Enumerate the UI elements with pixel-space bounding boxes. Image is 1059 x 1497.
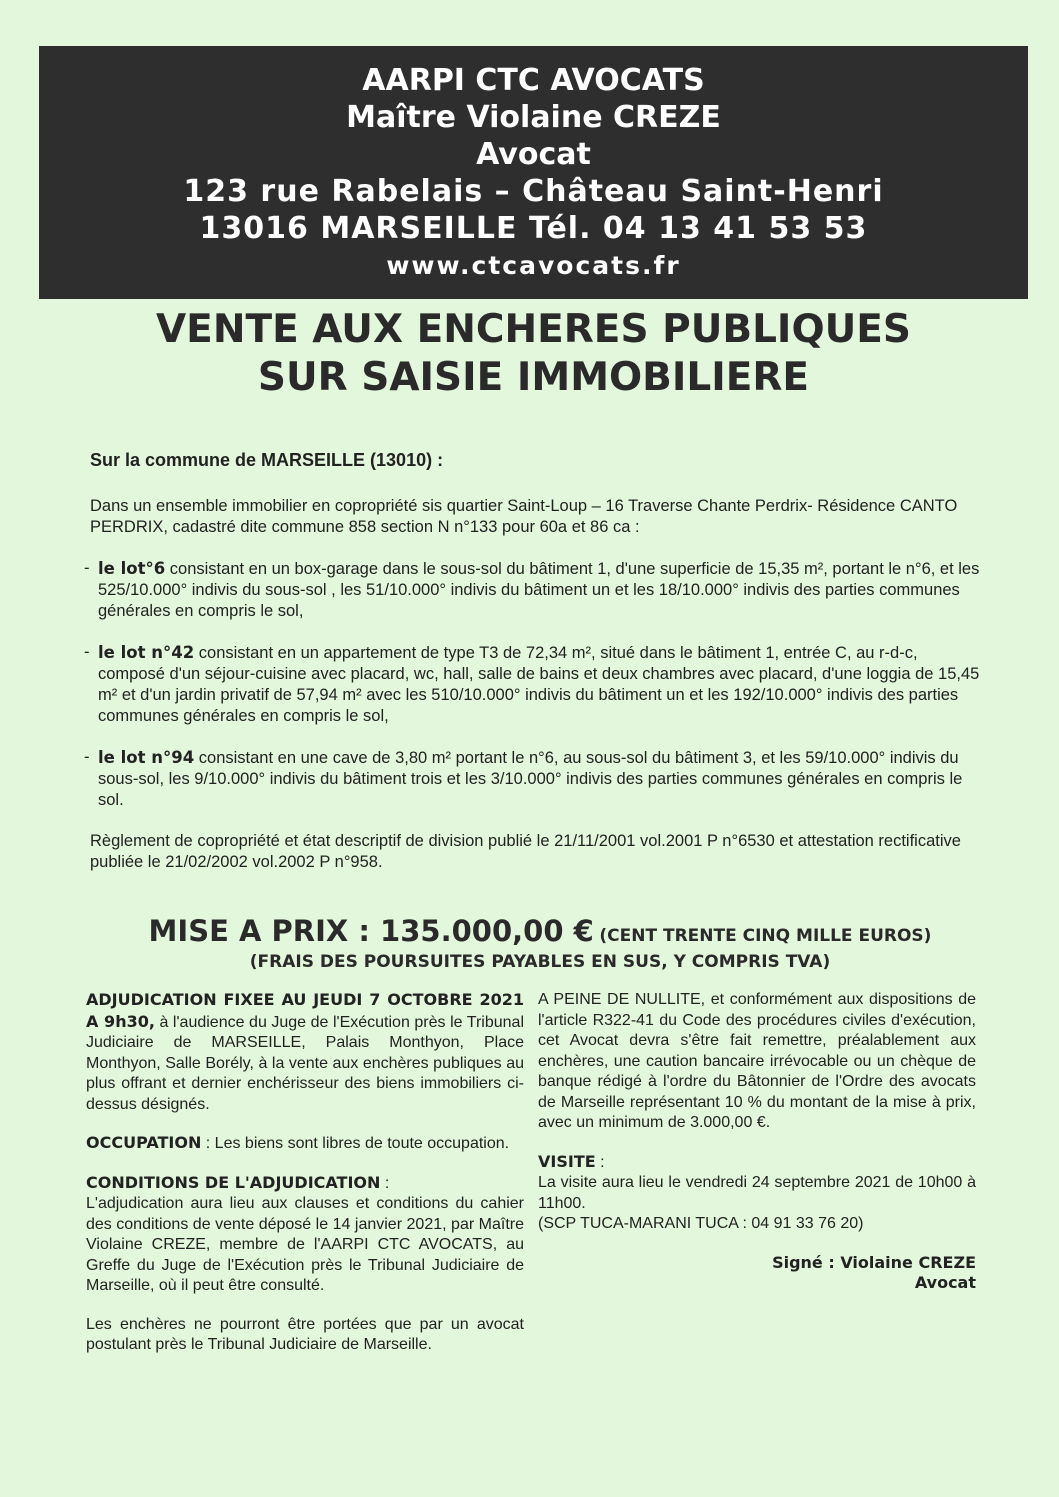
lawyer-role: Avocat <box>476 137 591 172</box>
visite-title: VISITE <box>538 1151 596 1171</box>
conditions-paragraph: CONDITIONS DE L'ADJUDICATION : L'adjudication aura lieu aux clauses et conditions du cahier des conditions de vente déposé le 14 janvier 2021, par Maître Violaine CREZE, membre de l'AARPI CTC AVOCATS, au Greffe du Juge de l'Exécution près le Tribunal Judiciaire de Marseille, où il peut être consulté. <box>86 1172 524 1294</box>
conditions-text: L'adjudication aura lieu aux clauses et conditions du cahier des conditions de vente déposé le 14 janvier 2021, par Maître Violaine CREZE, membre de l'AARPI CTC AVOCATS, au Greffe du Juge de l'Exécution près le Tribunal Judiciaire de Marseille, où il peut être consulté. <box>86 1195 524 1294</box>
price-in-words: (CENT TRENTE CINQ MILLE EUROS) <box>599 926 932 946</box>
lot-text: consistant en une cave de 3,80 m² portant le n°6, au sous-sol du bâtiment 3, et les 59/10.000° indivis du sous-sol, les 9/10.000° indivis du bâtiment trois et les 3/10.000° indivis des parties communes générales en compris le sol. <box>98 749 963 809</box>
firm-name: AARPI CTC AVOCATS <box>362 63 705 98</box>
encheres-paragraph: Les enchères ne pourront être portées que par un avocat postulant près le Tribunal Judiciaire de Marseille. <box>86 1315 524 1353</box>
list-dash: - <box>84 748 90 766</box>
right-column <box>538 990 976 1374</box>
adjudication-date: ADJUDICATION FIXEE AU JEUDI 7 OCTOBRE 2021 A 9h30, <box>86 990 524 1031</box>
visite-text: La visite aura lieu le vendredi 24 septembre 2021 de 10h00 à 11h00. <box>538 1174 976 1212</box>
price-amount: MISE A PRIX : 135.000,00 € <box>148 914 594 948</box>
nullite-paragraph: A PEINE DE NULLITE, et conformément aux dispositions de l'article R322-41 du Code des procédures civiles d'exécution, cet Avocat devra s'être fait remettre, préalablement aux enchères, une caution bancaire irrévocable ou un chèque de banque rédigé à l'ordre du Bâtonnier de l'Ordre des avocats de Marseille représentant 10 % du montant de la mise à prix, avec un minimum de 3.000,00 €. <box>538 991 976 1131</box>
price-fees-note: (FRAIS DES POURSUITES PAYABLES EN SUS, Y COMPRIS TVA) <box>249 952 831 972</box>
page-title <box>39 306 1028 402</box>
adjudication-paragraph: ADJUDICATION FIXEE AU JEUDI 7 OCTOBRE 2021 A 9h30, à l'audience du Juge de l'Exécution près le Tribunal Judiciaire de MARSEILLE, Palais Monthyon, Place Monthyon, Salle Borély, à la vente aux enchères publiques au plus offrant et dernier enchérisseur des biens immobiliers ci-dessus désignés. <box>86 990 525 1113</box>
lot-label: le lot°6 <box>98 559 166 578</box>
visite-contact: (SCP TUCA-MARANI TUCA : 04 91 33 76 20) <box>538 1215 864 1232</box>
lot-text: consistant en un box-garage dans le sous-sol du bâtiment 1, d'une superficie de 15,35 m², portant le n°6, et les 525/10.000° indivis du sous-sol , les 51/10.000° indivis du bâtiment un et les 18/10.000° indivis des parties communes générales en compris le sol, <box>98 560 980 620</box>
occupation-paragraph: OCCUPATION : Les biens sont libres de toute occupation. <box>86 1133 510 1152</box>
conditions-title: CONDITIONS DE L'ADJUDICATION <box>86 1172 381 1192</box>
property-description <box>84 450 980 873</box>
lawyer-name: Maître Violaine CREZE <box>346 100 721 135</box>
list-dash: - <box>84 643 90 661</box>
visite-paragraph: VISITE : La visite aura lieu le vendredi 24 septembre 2021 de 10h00 à 11h00. (SCP TUCA-MARANI TUCA : 04 91 33 76 20) <box>538 1151 976 1232</box>
lot-label: le lot n°94 <box>98 748 195 767</box>
starting-price <box>90 915 990 972</box>
left-column <box>86 990 524 1374</box>
auction-details <box>86 990 976 1374</box>
title-line-1: VENTE AUX ENCHERES PUBLIQUES <box>156 307 911 352</box>
lot-text: consistant en un appartement de type T3 de 72,34 m², situé dans le bâtiment 1, entrée C, au r-d-c, composé d'un séjour-cuisine avec placard, wc, hall, salle de bains et deux chambres avec placard, d'une loggia de 15,45 m² et d'un jardin privatif de 57,94 m² avec les 510/10.000° indivis du bâtiment un et les 192/10.000° indivis des parties communes générales en compris le sol, <box>98 644 980 725</box>
title-line-2: SUR SAISIE IMMOBILIERE <box>257 355 810 400</box>
property-intro: Dans un ensemble immobilier en copropriété sis quartier Saint-Loup – 16 Traverse Chante Perdrix- Résidence CANTO PERDRIX, cadastré dite commune 858 section N n°133 pour 60a et 86 ca : <box>90 497 958 536</box>
commune-heading: Sur la commune de MARSEILLE (13010) : <box>90 450 444 470</box>
law-firm-header <box>39 46 1028 299</box>
occupation-label: OCCUPATION <box>86 1133 202 1152</box>
reglement-copropriete: Règlement de copropriété et état descriptif de division publié le 21/11/2001 vol.2001 P n°6530 et attestation rectificative publiée le 21/02/2002 vol.2002 P n°958. <box>90 832 961 871</box>
lot-label: le lot n°42 <box>98 643 195 662</box>
lot-item <box>84 558 980 622</box>
lot-item <box>84 642 980 727</box>
firm-city-phone: 13016 MARSEILLE Tél. 04 13 41 53 53 <box>199 211 868 246</box>
signature-role: Avocat <box>914 1273 976 1292</box>
signature-block <box>538 1253 976 1294</box>
list-dash: - <box>84 559 90 577</box>
firm-address: 123 rue Rabelais – Château Saint-Henri <box>183 174 884 209</box>
lot-item <box>84 747 980 811</box>
signature-name: Signé : Violaine CREZE <box>772 1252 976 1272</box>
firm-website: www.ctcavocats.fr <box>386 251 681 280</box>
